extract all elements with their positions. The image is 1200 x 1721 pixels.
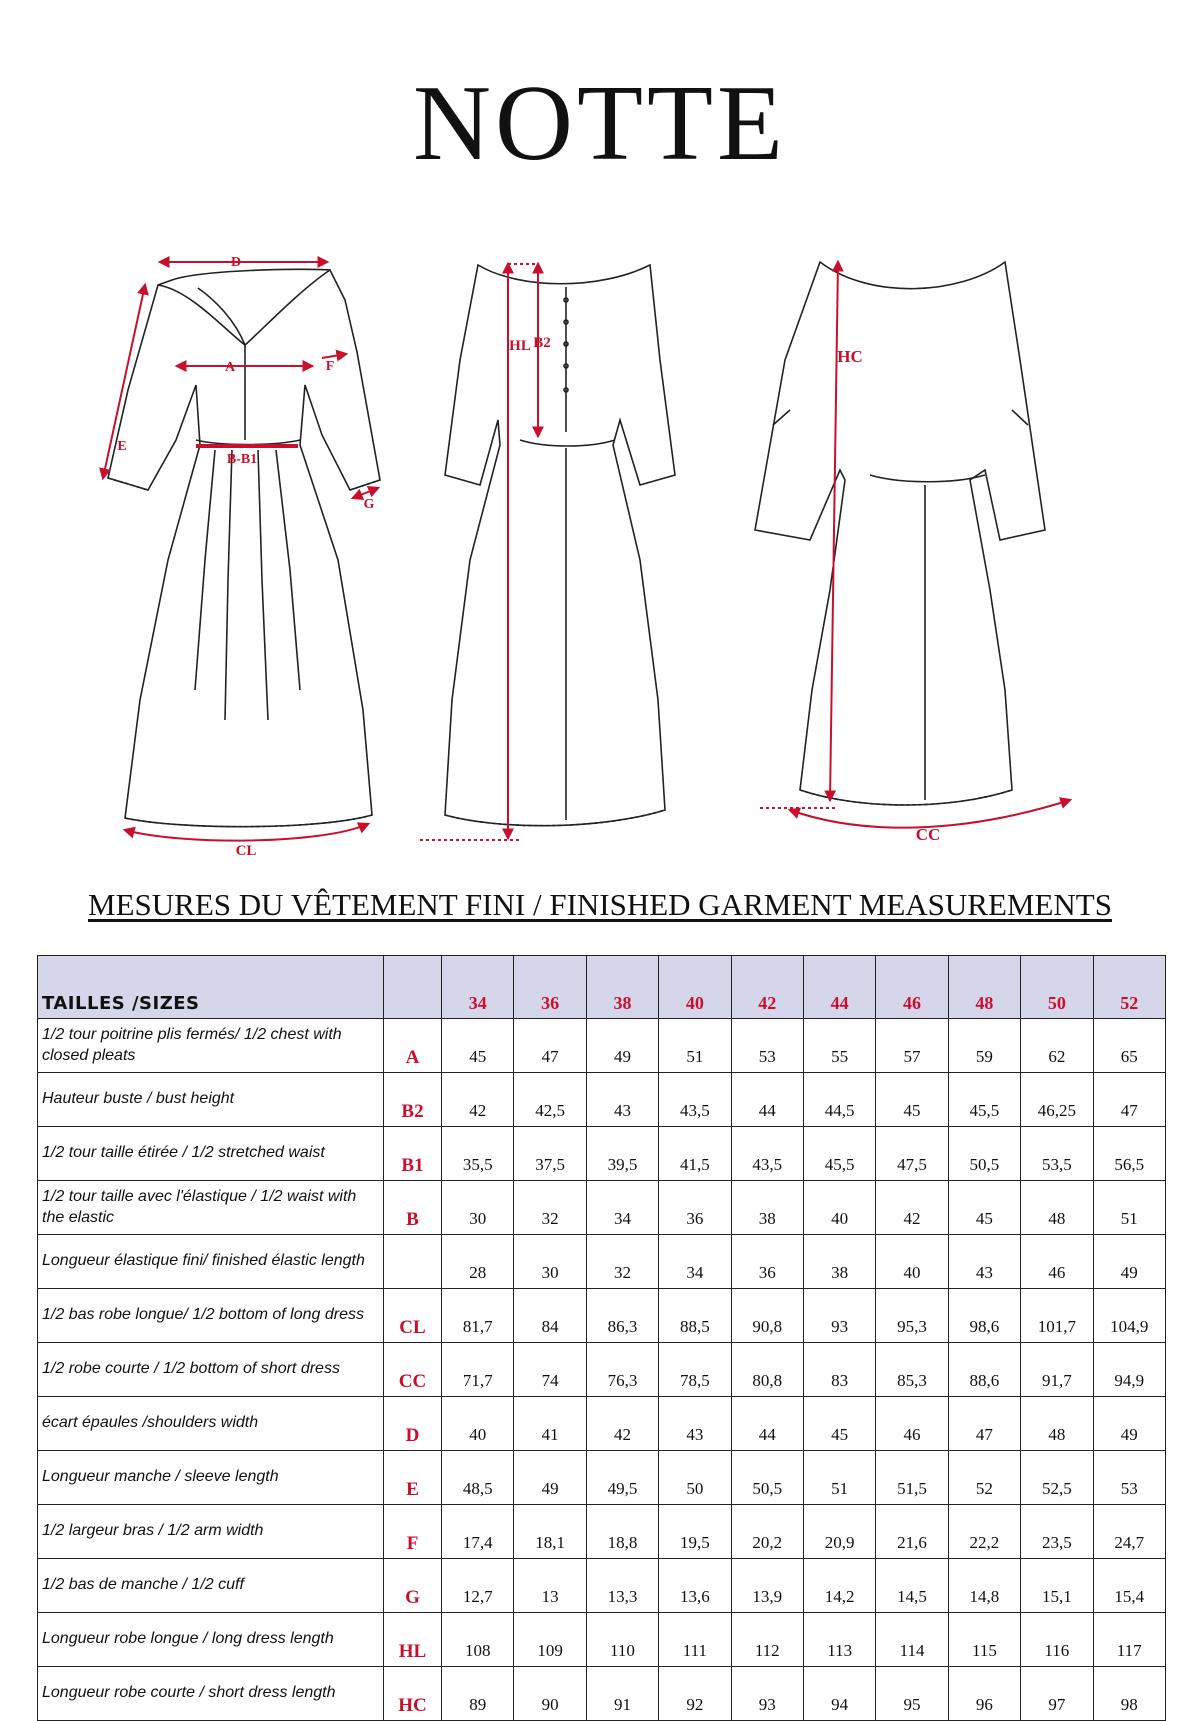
measurement-value: 94 [803, 1667, 875, 1721]
size-header-row [38, 956, 1166, 1019]
measurement-value: 14,8 [948, 1559, 1020, 1613]
measurement-value: 48,5 [442, 1451, 514, 1505]
table-row [38, 1073, 1166, 1127]
measurement-value: 85,3 [876, 1343, 948, 1397]
measurement-value: 80,8 [731, 1343, 803, 1397]
size-header-38: 38 [586, 956, 658, 1019]
measurement-value: 95 [876, 1667, 948, 1721]
measurement-value: 71,7 [442, 1343, 514, 1397]
measurement-value: 47,5 [876, 1127, 948, 1181]
measurement-value: 49 [1093, 1397, 1165, 1451]
measurement-value: 21,6 [876, 1505, 948, 1559]
measurement-value: 30 [442, 1181, 514, 1235]
measurement-code: B [384, 1181, 442, 1235]
measurement-value: 15,4 [1093, 1559, 1165, 1613]
measurement-value: 46,25 [1021, 1073, 1093, 1127]
measurement-value: 59 [948, 1019, 1020, 1073]
measurement-value: 45,5 [948, 1073, 1020, 1127]
measurement-value: 34 [659, 1235, 731, 1289]
measurement-value: 101,7 [1021, 1289, 1093, 1343]
measurement-value: 44 [731, 1397, 803, 1451]
measurement-value: 98 [1093, 1667, 1165, 1721]
measurement-value: 12,7 [442, 1559, 514, 1613]
back-view-short-sketch [755, 262, 1045, 805]
measurement-value: 46 [876, 1397, 948, 1451]
measurement-value: 22,2 [948, 1505, 1020, 1559]
measurement-value: 117 [1093, 1613, 1165, 1667]
measurement-value: 43,5 [731, 1127, 803, 1181]
measurement-value: 42 [586, 1397, 658, 1451]
measurement-value: 30 [514, 1235, 586, 1289]
measurement-code: G [384, 1559, 442, 1613]
measurement-value: 45 [442, 1019, 514, 1073]
pattern-title: NOTTE [413, 64, 787, 183]
measurement-value: 83 [803, 1343, 875, 1397]
size-header-52: 52 [1093, 956, 1165, 1019]
measurement-value: 49 [514, 1451, 586, 1505]
measurement-value: 41 [514, 1397, 586, 1451]
measurement-value: 42 [876, 1181, 948, 1235]
measurement-value: 35,5 [442, 1127, 514, 1181]
measurement-value: 18,1 [514, 1505, 586, 1559]
measurement-value: 91 [586, 1667, 658, 1721]
measurement-description: 1/2 largeur bras / 1/2 arm width [38, 1505, 384, 1559]
label-B2: B2 [533, 335, 551, 351]
measurement-value: 108 [442, 1613, 514, 1667]
measurement-value: 20,2 [731, 1505, 803, 1559]
measurement-value: 50,5 [948, 1127, 1020, 1181]
measurement-value: 97 [1021, 1667, 1093, 1721]
measurement-code: E [384, 1451, 442, 1505]
measurement-value: 13,6 [659, 1559, 731, 1613]
measurement-description: 1/2 tour poitrine plis fermés/ 1/2 chest with closed pleats [38, 1019, 384, 1073]
measurement-value: 39,5 [586, 1127, 658, 1181]
measurement-value: 62 [1021, 1019, 1093, 1073]
measurement-value: 51,5 [876, 1451, 948, 1505]
measurement-value: 56,5 [1093, 1127, 1165, 1181]
measurement-value: 38 [803, 1235, 875, 1289]
measurement-value: 43 [948, 1235, 1020, 1289]
measurement-description: Longueur manche / sleeve length [38, 1451, 384, 1505]
table-row [38, 1451, 1166, 1505]
table-row [38, 1505, 1166, 1559]
size-header-34: 34 [442, 956, 514, 1019]
measurement-value: 24,7 [1093, 1505, 1165, 1559]
measurement-code: F [384, 1505, 442, 1559]
measurement-value: 13 [514, 1559, 586, 1613]
size-header-40: 40 [659, 956, 731, 1019]
measurement-code: HC [384, 1667, 442, 1721]
measurement-description: 1/2 tour taille étirée / 1/2 stretched waist [38, 1127, 384, 1181]
measurement-value: 41,5 [659, 1127, 731, 1181]
measurement-value: 13,9 [731, 1559, 803, 1613]
measurement-value: 43 [586, 1073, 658, 1127]
label-CC: CC [915, 825, 941, 844]
measurement-value: 40 [442, 1397, 514, 1451]
measurement-value: 81,7 [442, 1289, 514, 1343]
measurement-value: 19,5 [659, 1505, 731, 1559]
size-header-46: 46 [876, 956, 948, 1019]
measurement-value: 74 [514, 1343, 586, 1397]
measurement-value: 18,8 [586, 1505, 658, 1559]
garment-sketches [0, 230, 1200, 870]
measurement-value: 114 [876, 1613, 948, 1667]
measurement-value: 28 [442, 1235, 514, 1289]
measurement-value: 48 [1021, 1181, 1093, 1235]
table-row [38, 1667, 1166, 1721]
measurement-value: 112 [731, 1613, 803, 1667]
measurement-value: 93 [803, 1289, 875, 1343]
code-header-cell [384, 956, 442, 1019]
measurement-code: CC [384, 1343, 442, 1397]
measurement-value: 86,3 [586, 1289, 658, 1343]
measurement-description: Longueur robe longue / long dress length [38, 1613, 384, 1667]
measurement-value: 53 [1093, 1451, 1165, 1505]
measurement-value: 47 [948, 1397, 1020, 1451]
measurement-value: 98,6 [948, 1289, 1020, 1343]
measurement-value: 48 [1021, 1397, 1093, 1451]
measurement-value: 17,4 [442, 1505, 514, 1559]
measurement-value: 89 [442, 1667, 514, 1721]
measurement-value: 42 [442, 1073, 514, 1127]
measurement-value: 90,8 [731, 1289, 803, 1343]
table-row [38, 1127, 1166, 1181]
measurement-value: 93 [731, 1667, 803, 1721]
size-header-44: 44 [803, 956, 875, 1019]
measurement-value: 13,3 [586, 1559, 658, 1613]
measurement-code: CL [384, 1289, 442, 1343]
measurement-code [384, 1235, 442, 1289]
measurement-value: 115 [948, 1613, 1020, 1667]
measurement-value: 44 [731, 1073, 803, 1127]
table-row [38, 1019, 1166, 1073]
label-CL: CL [235, 843, 257, 859]
measurement-value: 32 [514, 1181, 586, 1235]
measurement-value: 45 [803, 1397, 875, 1451]
measurement-description: Longueur robe courte / short dress length [38, 1667, 384, 1721]
measurement-value: 23,5 [1021, 1505, 1093, 1559]
measurement-value: 44,5 [803, 1073, 875, 1127]
measurement-value: 14,5 [876, 1559, 948, 1613]
label-D: D [230, 255, 242, 270]
measurement-value: 78,5 [659, 1343, 731, 1397]
measurement-value: 92 [659, 1667, 731, 1721]
measurement-value: 53,5 [1021, 1127, 1093, 1181]
measurement-value: 84 [514, 1289, 586, 1343]
measurement-description: 1/2 tour taille avec l'élastique / 1/2 waist with the elastic [38, 1181, 384, 1235]
size-header-50: 50 [1021, 956, 1093, 1019]
table-row [38, 1613, 1166, 1667]
table-row [38, 1289, 1166, 1343]
measurement-code: D [384, 1397, 442, 1451]
measurement-value: 36 [731, 1235, 803, 1289]
measurement-value: 37,5 [514, 1127, 586, 1181]
measurement-value: 43 [659, 1397, 731, 1451]
measurement-value: 65 [1093, 1019, 1165, 1073]
measurement-value: 36 [659, 1181, 731, 1235]
measurement-value: 116 [1021, 1613, 1093, 1667]
measurement-value: 45 [876, 1073, 948, 1127]
measurement-description: 1/2 robe courte / 1/2 bottom of short dress [38, 1343, 384, 1397]
measurement-value: 52,5 [1021, 1451, 1093, 1505]
table-row [38, 1343, 1166, 1397]
measurement-code: HL [384, 1613, 442, 1667]
label-G: G [363, 497, 375, 512]
size-header-36: 36 [514, 956, 586, 1019]
measurement-value: 113 [803, 1613, 875, 1667]
label-B-B1: B-B1 [226, 452, 258, 467]
front-view-sketch [108, 269, 380, 826]
measurement-value: 110 [586, 1613, 658, 1667]
measurement-code: A [384, 1019, 442, 1073]
measurement-value: 111 [659, 1613, 731, 1667]
table-row [38, 1235, 1166, 1289]
label-HL: HL [509, 338, 531, 354]
measurement-value: 15,1 [1021, 1559, 1093, 1613]
measurement-value: 40 [803, 1181, 875, 1235]
measurement-description: Hauteur buste / bust height [38, 1073, 384, 1127]
measurement-value: 20,9 [803, 1505, 875, 1559]
table-row [38, 1181, 1166, 1235]
measurement-value: 38 [731, 1181, 803, 1235]
measurement-value: 53 [731, 1019, 803, 1073]
measurement-code: B1 [384, 1127, 442, 1181]
measurement-value: 104,9 [1093, 1289, 1165, 1343]
label-HC: HC [837, 347, 863, 366]
measurement-value: 42,5 [514, 1073, 586, 1127]
measurement-value: 14,2 [803, 1559, 875, 1613]
measurement-value: 88,6 [948, 1343, 1020, 1397]
label-A: A [224, 360, 236, 375]
table-row [38, 1397, 1166, 1451]
sizes-header-label: TAILLES /SIZES [38, 956, 384, 1019]
measurement-value: 50 [659, 1451, 731, 1505]
table-row [38, 1559, 1166, 1613]
measurement-value: 55 [803, 1019, 875, 1073]
measurement-value: 109 [514, 1613, 586, 1667]
measurements-subtitle: MESURES DU VÊTEMENT FINI / FINISHED GARMENT MEASUREMENTS [88, 887, 1112, 922]
measurement-value: 47 [514, 1019, 586, 1073]
measurement-value: 46 [1021, 1235, 1093, 1289]
measurement-value: 96 [948, 1667, 1020, 1721]
measurement-description: écart épaules /shoulders width [38, 1397, 384, 1451]
measurement-value: 51 [1093, 1181, 1165, 1235]
size-header-48: 48 [948, 956, 1020, 1019]
measurement-value: 94,9 [1093, 1343, 1165, 1397]
measurement-value: 91,7 [1021, 1343, 1093, 1397]
measurement-value: 50,5 [731, 1451, 803, 1505]
measurement-value: 34 [586, 1181, 658, 1235]
measurement-description: 1/2 bas robe longue/ 1/2 bottom of long dress [38, 1289, 384, 1343]
measurement-description: 1/2 bas de manche / 1/2 cuff [38, 1559, 384, 1613]
measurement-value: 49 [586, 1019, 658, 1073]
measurement-value: 49,5 [586, 1451, 658, 1505]
measurement-value: 49 [1093, 1235, 1165, 1289]
measurement-value: 45,5 [803, 1127, 875, 1181]
measurement-value: 40 [876, 1235, 948, 1289]
label-E: E [117, 439, 127, 454]
measurement-value: 43,5 [659, 1073, 731, 1127]
measurement-description: Longueur élastique fini/ finished élastic length [38, 1235, 384, 1289]
size-header-42: 42 [731, 956, 803, 1019]
measurement-value: 52 [948, 1451, 1020, 1505]
measurement-value: 88,5 [659, 1289, 731, 1343]
measurement-value: 95,3 [876, 1289, 948, 1343]
measurement-value: 76,3 [586, 1343, 658, 1397]
measurement-value: 32 [586, 1235, 658, 1289]
measurement-value: 57 [876, 1019, 948, 1073]
measurement-value: 47 [1093, 1073, 1165, 1127]
measurement-code: B2 [384, 1073, 442, 1127]
measurement-value: 45 [948, 1181, 1020, 1235]
measurement-value: 90 [514, 1667, 586, 1721]
size-chart-table [37, 955, 1166, 1721]
measurement-value: 51 [659, 1019, 731, 1073]
label-F: F [325, 359, 335, 374]
back-view-long-sketch [445, 265, 675, 826]
measurement-value: 51 [803, 1451, 875, 1505]
